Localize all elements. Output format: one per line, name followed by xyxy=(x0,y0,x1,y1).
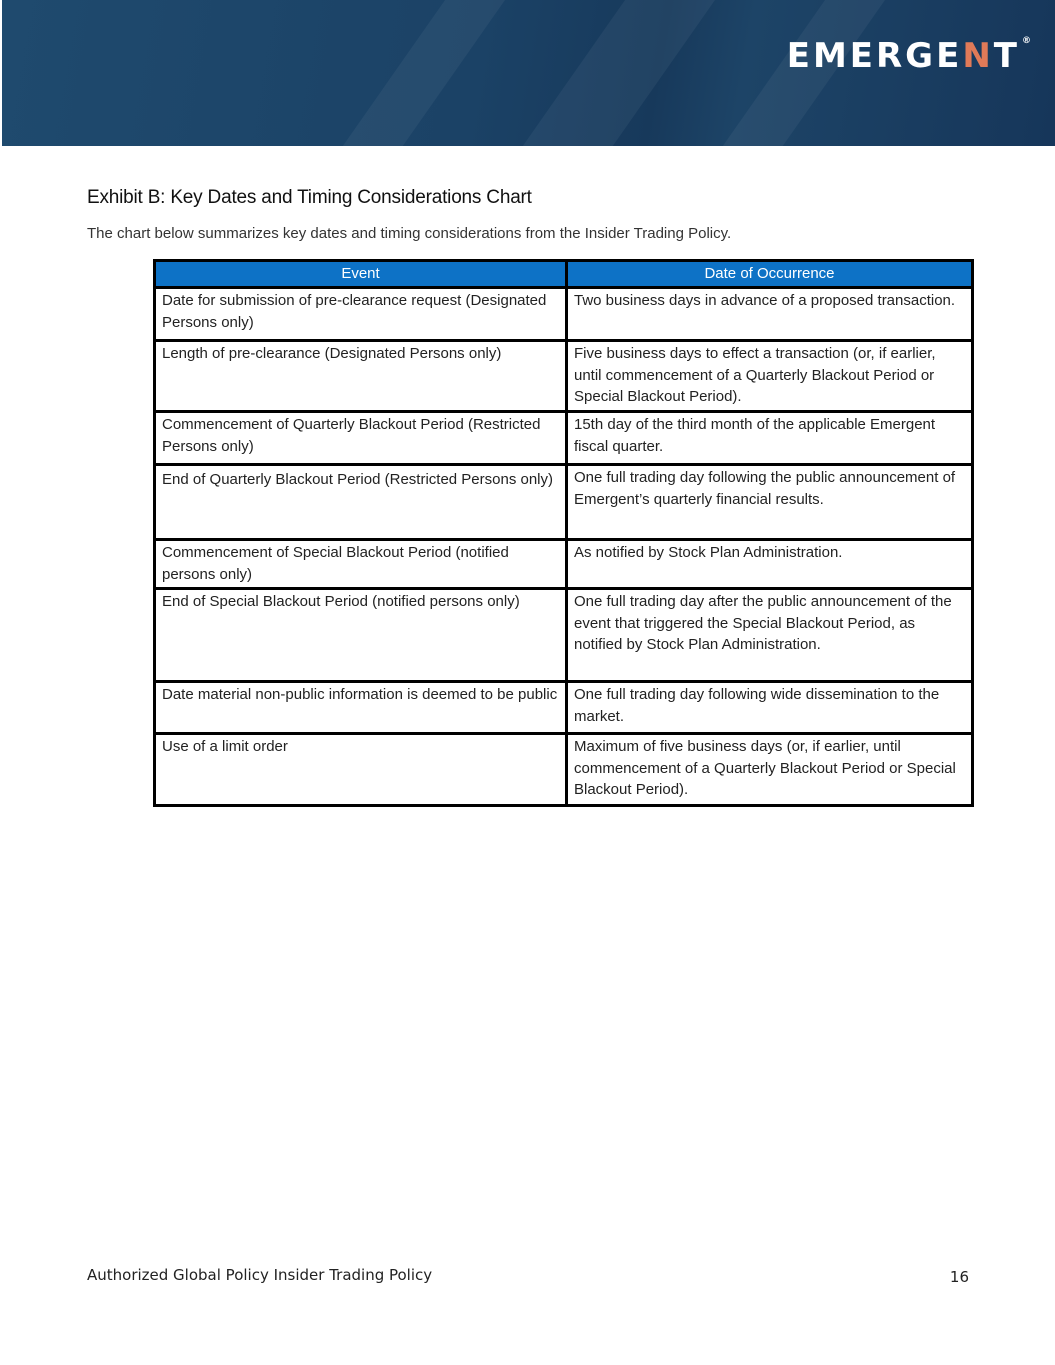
table-row xyxy=(155,412,973,465)
table-row xyxy=(155,589,973,682)
date-cell: One full trading day after the public announcement of the event that triggered the Special Blackout Period, as notified by Stock Plan Administration. xyxy=(567,589,973,682)
table-row xyxy=(155,465,973,540)
table-row xyxy=(155,341,973,412)
header-banner xyxy=(2,0,1055,146)
date-cell: One full trading day following the public announcement of Emergent’s quarterly financial results. xyxy=(567,465,973,540)
event-cell: Commencement of Special Blackout Period (notified persons only) xyxy=(155,540,567,589)
key-dates-table xyxy=(153,259,974,807)
table-row xyxy=(155,288,973,341)
event-cell: End of Special Blackout Period (notified persons only) xyxy=(155,589,567,682)
date-cell: Two business days in advance of a proposed transaction. xyxy=(567,288,973,341)
event-cell: End of Quarterly Blackout Period (Restricted Persons only) xyxy=(155,465,567,540)
emergent-logo: EMERGENT ® xyxy=(786,36,1031,76)
event-cell: Commencement of Quarterly Blackout Period (Restricted Persons only) xyxy=(155,412,567,465)
page-number: 16 xyxy=(949,1268,969,1286)
date-cell: One full trading day following wide dissemination to the market. xyxy=(567,682,973,734)
footer-policy-name: Authorized Global Policy Insider Trading Policy xyxy=(87,1266,433,1284)
event-cell: Length of pre-clearance (Designated Persons only) xyxy=(155,341,567,412)
event-cell: Date for submission of pre-clearance request (Designated Persons only) xyxy=(155,288,567,341)
event-cell: Use of a limit order xyxy=(155,734,567,806)
table-row xyxy=(155,682,973,734)
date-cell: Maximum of five business days (or, if earlier, until commencement of a Quarterly Blackout Period or Special Blackout Period). xyxy=(567,734,973,806)
event-cell: Date material non-public information is deemed to be public xyxy=(155,682,567,734)
intro-text: The chart below summarizes key dates and timing considerations from the Insider Trading Policy. xyxy=(87,225,732,242)
column-header-event: Event xyxy=(155,261,567,288)
table-header-row xyxy=(155,261,973,288)
column-header-date: Date of Occurrence xyxy=(567,261,973,288)
date-cell: Five business days to effect a transaction (or, if earlier, until commencement of a Quarterly Blackout Period or Special Blackout Period). xyxy=(567,341,973,412)
table-row xyxy=(155,540,973,589)
table-row xyxy=(155,734,973,806)
date-cell: As notified by Stock Plan Administration. xyxy=(567,540,973,589)
page-title: Exhibit B: Key Dates and Timing Considerations Chart xyxy=(87,187,532,208)
date-cell: 15th day of the third month of the applicable Emergent fiscal quarter. xyxy=(567,412,973,465)
